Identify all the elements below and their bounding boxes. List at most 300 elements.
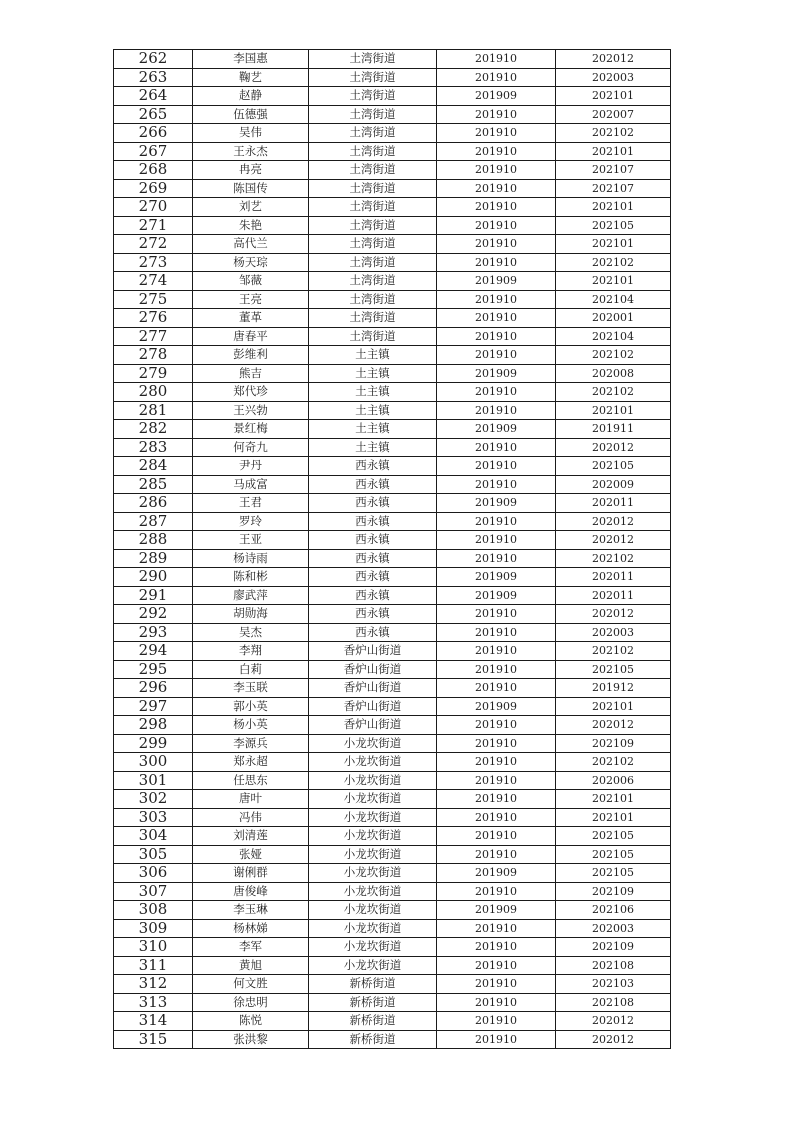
cell-number: 289 — [114, 549, 193, 568]
cell-start-month: 201910 — [437, 198, 556, 217]
cell-number: 310 — [114, 938, 193, 957]
cell-start-month: 201910 — [437, 623, 556, 642]
table-row — [114, 901, 671, 920]
table-row — [114, 1012, 671, 1031]
table-row — [114, 235, 671, 254]
cell-end-month: 202101 — [556, 272, 671, 291]
cell-number: 298 — [114, 716, 193, 735]
cell-number: 307 — [114, 882, 193, 901]
cell-area: 土湾街道 — [309, 161, 437, 180]
table-row — [114, 179, 671, 198]
cell-area: 土湾街道 — [309, 235, 437, 254]
cell-start-month: 201910 — [437, 845, 556, 864]
cell-name: 陈和彬 — [193, 568, 309, 587]
cell-start-month: 201910 — [437, 105, 556, 124]
cell-start-month: 201909 — [437, 87, 556, 106]
table-row — [114, 50, 671, 69]
cell-number: 303 — [114, 808, 193, 827]
cell-start-month: 201909 — [437, 364, 556, 383]
cell-area: 土湾街道 — [309, 198, 437, 217]
cell-end-month: 202105 — [556, 864, 671, 883]
cell-number: 272 — [114, 235, 193, 254]
cell-start-month: 201910 — [437, 50, 556, 69]
cell-number: 314 — [114, 1012, 193, 1031]
cell-name: 吴伟 — [193, 124, 309, 143]
cell-number: 281 — [114, 401, 193, 420]
cell-name: 冯伟 — [193, 808, 309, 827]
cell-area: 新桥街道 — [309, 993, 437, 1012]
cell-start-month: 201910 — [437, 642, 556, 661]
cell-number: 291 — [114, 586, 193, 605]
cell-area: 土主镇 — [309, 401, 437, 420]
cell-name: 郑永超 — [193, 753, 309, 772]
cell-number: 279 — [114, 364, 193, 383]
table-row — [114, 845, 671, 864]
cell-number: 305 — [114, 845, 193, 864]
cell-name: 伍德强 — [193, 105, 309, 124]
cell-start-month: 201910 — [437, 808, 556, 827]
cell-name: 李军 — [193, 938, 309, 957]
cell-area: 土湾街道 — [309, 179, 437, 198]
cell-area: 土湾街道 — [309, 253, 437, 272]
table-row — [114, 124, 671, 143]
cell-end-month: 202012 — [556, 1012, 671, 1031]
cell-end-month: 202105 — [556, 845, 671, 864]
cell-name: 王亚 — [193, 531, 309, 550]
cell-number: 301 — [114, 771, 193, 790]
cell-number: 294 — [114, 642, 193, 661]
cell-area: 新桥街道 — [309, 975, 437, 994]
table-row — [114, 475, 671, 494]
cell-end-month: 202012 — [556, 716, 671, 735]
cell-number: 295 — [114, 660, 193, 679]
data-table — [113, 49, 671, 1049]
table-row — [114, 253, 671, 272]
cell-name: 王亮 — [193, 290, 309, 309]
cell-name: 高代兰 — [193, 235, 309, 254]
table-row — [114, 956, 671, 975]
cell-start-month: 201910 — [437, 771, 556, 790]
cell-number: 271 — [114, 216, 193, 235]
cell-name: 杨林娣 — [193, 919, 309, 938]
cell-number: 267 — [114, 142, 193, 161]
table-row — [114, 401, 671, 420]
cell-name: 徐忠明 — [193, 993, 309, 1012]
cell-start-month: 201910 — [437, 124, 556, 143]
cell-start-month: 201910 — [437, 1030, 556, 1049]
cell-area: 土湾街道 — [309, 216, 437, 235]
cell-name: 李翔 — [193, 642, 309, 661]
cell-start-month: 201910 — [437, 956, 556, 975]
cell-end-month: 202105 — [556, 216, 671, 235]
cell-end-month: 202012 — [556, 50, 671, 69]
table-row — [114, 660, 671, 679]
cell-start-month: 201909 — [437, 864, 556, 883]
table-row — [114, 679, 671, 698]
cell-end-month: 202102 — [556, 753, 671, 772]
cell-number: 299 — [114, 734, 193, 753]
cell-area: 小龙坎街道 — [309, 919, 437, 938]
cell-number: 266 — [114, 124, 193, 143]
cell-start-month: 201910 — [437, 235, 556, 254]
cell-start-month: 201909 — [437, 568, 556, 587]
cell-start-month: 201910 — [437, 290, 556, 309]
cell-name: 董革 — [193, 309, 309, 328]
table-row — [114, 623, 671, 642]
cell-number: 302 — [114, 790, 193, 809]
cell-number: 300 — [114, 753, 193, 772]
table-row — [114, 734, 671, 753]
cell-area: 小龙坎街道 — [309, 845, 437, 864]
cell-name: 尹丹 — [193, 457, 309, 476]
cell-number: 312 — [114, 975, 193, 994]
cell-area: 土主镇 — [309, 420, 437, 439]
cell-start-month: 201910 — [437, 401, 556, 420]
cell-area: 西永镇 — [309, 568, 437, 587]
cell-area: 小龙坎街道 — [309, 753, 437, 772]
table-row — [114, 457, 671, 476]
cell-name: 唐春平 — [193, 327, 309, 346]
table-row — [114, 605, 671, 624]
cell-name: 彭维利 — [193, 346, 309, 365]
cell-number: 292 — [114, 605, 193, 624]
cell-end-month: 202108 — [556, 956, 671, 975]
cell-end-month: 202106 — [556, 901, 671, 920]
cell-number: 308 — [114, 901, 193, 920]
cell-area: 土主镇 — [309, 383, 437, 402]
cell-area: 香炉山街道 — [309, 716, 437, 735]
cell-end-month: 202101 — [556, 235, 671, 254]
table-row — [114, 87, 671, 106]
cell-name: 唐俊峰 — [193, 882, 309, 901]
table-row — [114, 290, 671, 309]
cell-area: 土湾街道 — [309, 68, 437, 87]
table-row — [114, 586, 671, 605]
table-body — [114, 50, 671, 1049]
cell-start-month: 201909 — [437, 901, 556, 920]
cell-end-month: 202104 — [556, 290, 671, 309]
cell-area: 土湾街道 — [309, 124, 437, 143]
cell-number: 297 — [114, 697, 193, 716]
cell-number: 306 — [114, 864, 193, 883]
table-row — [114, 882, 671, 901]
cell-number: 313 — [114, 993, 193, 1012]
cell-number: 270 — [114, 198, 193, 217]
cell-end-month: 202104 — [556, 327, 671, 346]
table-row — [114, 864, 671, 883]
cell-start-month: 201910 — [437, 827, 556, 846]
cell-name: 任思东 — [193, 771, 309, 790]
cell-end-month: 202008 — [556, 364, 671, 383]
cell-number: 288 — [114, 531, 193, 550]
cell-start-month: 201910 — [437, 253, 556, 272]
cell-area: 土湾街道 — [309, 327, 437, 346]
cell-end-month: 202102 — [556, 253, 671, 272]
cell-name: 李源兵 — [193, 734, 309, 753]
cell-end-month: 202001 — [556, 309, 671, 328]
cell-area: 土湾街道 — [309, 142, 437, 161]
cell-end-month: 202105 — [556, 457, 671, 476]
cell-number: 287 — [114, 512, 193, 531]
cell-end-month: 202012 — [556, 438, 671, 457]
cell-name: 何文胜 — [193, 975, 309, 994]
table-row — [114, 808, 671, 827]
cell-number: 315 — [114, 1030, 193, 1049]
table-row — [114, 216, 671, 235]
cell-end-month: 202101 — [556, 697, 671, 716]
table-row — [114, 309, 671, 328]
cell-end-month: 202105 — [556, 827, 671, 846]
cell-start-month: 201910 — [437, 734, 556, 753]
cell-end-month: 202011 — [556, 494, 671, 513]
cell-number: 262 — [114, 50, 193, 69]
cell-number: 275 — [114, 290, 193, 309]
table-row — [114, 161, 671, 180]
cell-name: 郭小英 — [193, 697, 309, 716]
table-row — [114, 1030, 671, 1049]
cell-area: 土湾街道 — [309, 50, 437, 69]
cell-start-month: 201909 — [437, 420, 556, 439]
cell-start-month: 201910 — [437, 1012, 556, 1031]
cell-end-month: 202101 — [556, 808, 671, 827]
cell-name: 王兴勃 — [193, 401, 309, 420]
table-row — [114, 105, 671, 124]
cell-start-month: 201910 — [437, 216, 556, 235]
cell-area: 西永镇 — [309, 475, 437, 494]
table-row — [114, 364, 671, 383]
cell-area: 香炉山街道 — [309, 679, 437, 698]
cell-name: 李国惠 — [193, 50, 309, 69]
table-row — [114, 753, 671, 772]
cell-name: 景红梅 — [193, 420, 309, 439]
cell-start-month: 201910 — [437, 919, 556, 938]
cell-name: 黄旭 — [193, 956, 309, 975]
cell-name: 朱艳 — [193, 216, 309, 235]
cell-end-month: 202107 — [556, 161, 671, 180]
cell-end-month: 202003 — [556, 68, 671, 87]
table-row — [114, 531, 671, 550]
cell-start-month: 201910 — [437, 975, 556, 994]
cell-area: 小龙坎街道 — [309, 771, 437, 790]
table-row — [114, 327, 671, 346]
cell-end-month: 202107 — [556, 179, 671, 198]
cell-name: 罗玲 — [193, 512, 309, 531]
cell-start-month: 201910 — [437, 531, 556, 550]
cell-area: 小龙坎街道 — [309, 808, 437, 827]
cell-number: 311 — [114, 956, 193, 975]
cell-start-month: 201910 — [437, 142, 556, 161]
cell-start-month: 201910 — [437, 993, 556, 1012]
table-row — [114, 697, 671, 716]
cell-area: 香炉山街道 — [309, 697, 437, 716]
cell-name: 杨天琮 — [193, 253, 309, 272]
cell-start-month: 201910 — [437, 753, 556, 772]
cell-name: 唐叶 — [193, 790, 309, 809]
cell-name: 张洪黎 — [193, 1030, 309, 1049]
table-row — [114, 549, 671, 568]
cell-area: 土湾街道 — [309, 87, 437, 106]
cell-name: 胡勋海 — [193, 605, 309, 624]
cell-area: 土湾街道 — [309, 272, 437, 291]
cell-area: 西永镇 — [309, 512, 437, 531]
cell-number: 290 — [114, 568, 193, 587]
cell-number: 273 — [114, 253, 193, 272]
cell-area: 西永镇 — [309, 457, 437, 476]
cell-end-month: 202012 — [556, 512, 671, 531]
cell-end-month: 202007 — [556, 105, 671, 124]
cell-area: 土湾街道 — [309, 290, 437, 309]
table-row — [114, 198, 671, 217]
cell-area: 小龙坎街道 — [309, 901, 437, 920]
table-row — [114, 420, 671, 439]
cell-area: 小龙坎街道 — [309, 956, 437, 975]
cell-end-month: 202102 — [556, 383, 671, 402]
cell-name: 吴杰 — [193, 623, 309, 642]
cell-number: 276 — [114, 309, 193, 328]
cell-end-month: 202003 — [556, 623, 671, 642]
cell-end-month: 202012 — [556, 605, 671, 624]
table-row — [114, 568, 671, 587]
cell-area: 西永镇 — [309, 623, 437, 642]
table-row — [114, 346, 671, 365]
cell-number: 293 — [114, 623, 193, 642]
cell-end-month: 202102 — [556, 549, 671, 568]
cell-start-month: 201910 — [437, 660, 556, 679]
cell-name: 李玉琳 — [193, 901, 309, 920]
cell-start-month: 201910 — [437, 716, 556, 735]
cell-end-month: 202006 — [556, 771, 671, 790]
cell-end-month: 202103 — [556, 975, 671, 994]
cell-start-month: 201910 — [437, 475, 556, 494]
cell-end-month: 202011 — [556, 568, 671, 587]
table-row — [114, 512, 671, 531]
cell-start-month: 201910 — [437, 882, 556, 901]
cell-number: 264 — [114, 87, 193, 106]
cell-start-month: 201910 — [437, 383, 556, 402]
table-row — [114, 919, 671, 938]
cell-area: 土主镇 — [309, 438, 437, 457]
cell-start-month: 201910 — [437, 68, 556, 87]
cell-area: 新桥街道 — [309, 1012, 437, 1031]
cell-name: 熊吉 — [193, 364, 309, 383]
cell-name: 冉亮 — [193, 161, 309, 180]
cell-area: 西永镇 — [309, 549, 437, 568]
cell-name: 张娅 — [193, 845, 309, 864]
table-row — [114, 790, 671, 809]
cell-end-month: 202012 — [556, 531, 671, 550]
cell-start-month: 201910 — [437, 327, 556, 346]
cell-number: 282 — [114, 420, 193, 439]
table-row — [114, 142, 671, 161]
cell-area: 香炉山街道 — [309, 660, 437, 679]
cell-name: 杨小英 — [193, 716, 309, 735]
cell-area: 土湾街道 — [309, 309, 437, 328]
cell-name: 刘清莲 — [193, 827, 309, 846]
table-row — [114, 383, 671, 402]
cell-number: 309 — [114, 919, 193, 938]
cell-start-month: 201909 — [437, 697, 556, 716]
cell-end-month: 202109 — [556, 734, 671, 753]
cell-name: 廖武萍 — [193, 586, 309, 605]
cell-number: 284 — [114, 457, 193, 476]
cell-number: 274 — [114, 272, 193, 291]
cell-name: 陈悦 — [193, 1012, 309, 1031]
table-row — [114, 272, 671, 291]
cell-end-month: 202012 — [556, 1030, 671, 1049]
cell-end-month: 202109 — [556, 938, 671, 957]
cell-number: 265 — [114, 105, 193, 124]
cell-number: 296 — [114, 679, 193, 698]
cell-area: 小龙坎街道 — [309, 938, 437, 957]
cell-area: 小龙坎街道 — [309, 882, 437, 901]
cell-number: 304 — [114, 827, 193, 846]
cell-area: 西永镇 — [309, 494, 437, 513]
cell-end-month: 202011 — [556, 586, 671, 605]
table-row — [114, 494, 671, 513]
cell-number: 283 — [114, 438, 193, 457]
cell-end-month: 201911 — [556, 420, 671, 439]
table-row — [114, 716, 671, 735]
cell-area: 新桥街道 — [309, 1030, 437, 1049]
cell-name: 白莉 — [193, 660, 309, 679]
table-row — [114, 975, 671, 994]
cell-area: 小龙坎街道 — [309, 827, 437, 846]
cell-number: 277 — [114, 327, 193, 346]
cell-area: 土主镇 — [309, 346, 437, 365]
table-row — [114, 938, 671, 957]
cell-number: 285 — [114, 475, 193, 494]
cell-name: 郑代珍 — [193, 383, 309, 402]
cell-end-month: 202101 — [556, 142, 671, 161]
cell-name: 邹薇 — [193, 272, 309, 291]
cell-area: 西永镇 — [309, 605, 437, 624]
cell-end-month: 201912 — [556, 679, 671, 698]
cell-name: 李玉联 — [193, 679, 309, 698]
cell-area: 小龙坎街道 — [309, 864, 437, 883]
cell-area: 小龙坎街道 — [309, 790, 437, 809]
cell-name: 王永杰 — [193, 142, 309, 161]
cell-name: 王君 — [193, 494, 309, 513]
cell-start-month: 201910 — [437, 309, 556, 328]
cell-end-month: 202102 — [556, 124, 671, 143]
cell-start-month: 201910 — [437, 549, 556, 568]
cell-end-month: 202108 — [556, 993, 671, 1012]
cell-name: 鞠艺 — [193, 68, 309, 87]
cell-name: 刘艺 — [193, 198, 309, 217]
cell-name: 马成富 — [193, 475, 309, 494]
cell-end-month: 202101 — [556, 401, 671, 420]
cell-area: 西永镇 — [309, 586, 437, 605]
cell-start-month: 201910 — [437, 179, 556, 198]
cell-area: 土湾街道 — [309, 105, 437, 124]
cell-end-month: 202009 — [556, 475, 671, 494]
cell-name: 陈国传 — [193, 179, 309, 198]
cell-number: 280 — [114, 383, 193, 402]
cell-start-month: 201910 — [437, 938, 556, 957]
cell-start-month: 201910 — [437, 512, 556, 531]
cell-start-month: 201910 — [437, 457, 556, 476]
cell-area: 土主镇 — [309, 364, 437, 383]
cell-start-month: 201910 — [437, 161, 556, 180]
cell-number: 286 — [114, 494, 193, 513]
table-row — [114, 993, 671, 1012]
cell-number: 278 — [114, 346, 193, 365]
cell-name: 杨诗雨 — [193, 549, 309, 568]
cell-start-month: 201909 — [437, 494, 556, 513]
cell-start-month: 201910 — [437, 605, 556, 624]
table-row — [114, 642, 671, 661]
cell-end-month: 202102 — [556, 642, 671, 661]
